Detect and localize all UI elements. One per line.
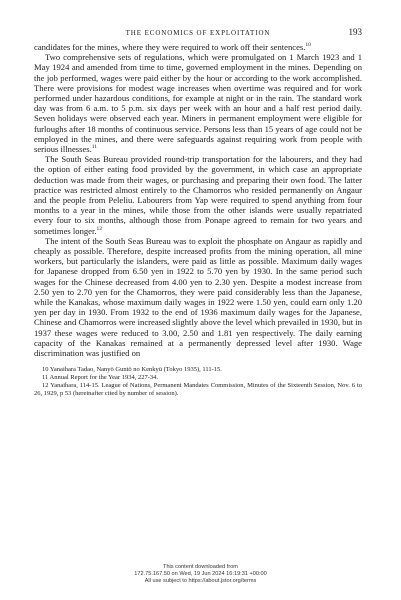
page <box>34 28 362 398</box>
running-head <box>34 28 362 40</box>
footnotes <box>34 366 362 398</box>
body-text <box>34 42 362 358</box>
footnote: 10 Yanaihara Tadao, Nanyō Guntō no Kenkyū (Tokyo 1935), 111-15. <box>42 366 222 374</box>
page-number: 193 <box>348 27 362 37</box>
download-notice-line: This content downloaded from <box>163 564 238 570</box>
paragraph: candidates for the mines, where they were required to work off their sentences.$^{10}$ <box>34 42 311 52</box>
footnote-ref: 10 <box>305 42 311 49</box>
running-head-title: THE ECONOMICS OF EXPLOITATION <box>125 29 271 37</box>
paragraph: The South Seas Bureau provided round-trip transportation for the labourers, and they had the option of either eating food provided by the government, in which case an appropriate deduction was made from their wages, or purchasing and preparing their own food. The latter practice was restricted almost entirely to the Chamorros who resided permanently on Angaur and the people from Peleliu. Labourers from Yap were required to spend anything from four months to a year in the mines, while those from the other islands were usually repatriated every four to six months, although those from Ponape agreed to remain for two years and sometimes longer.$^{12}$ <box>34 154 362 236</box>
footnote-ref: 11 <box>91 144 98 151</box>
download-notice <box>0 564 401 585</box>
footnote-ref: 12 <box>96 225 103 232</box>
download-notice-line: 172.75.167.50 on Wed, 19 Jun 2024 16:19:31 +00:00 <box>134 571 267 577</box>
footnote: 11 Annual Report for the Year 1934, 227-34. <box>42 374 159 382</box>
download-notice-line: All use subject to https://about.jstor.org/terms <box>144 578 257 584</box>
paragraph: Two comprehensive sets of regulations, which were promulgated on 1 March 1923 and 1 May 1924 and amended from time to time, governed employment in the mines. Depending on the job performed, wages were paid either by the hour or according to the work accomplished. There were provisions for modest wage increases when overtime was required and for work performed under hazardous conditions, for example at night or in the rain. The standard work day was from 6 a.m. to 5 p.m. six days per week with an hour and a half rest period daily. Seven holidays were observed each year. Miners in permanent employment were eligible for furloughs after 18 months of continuous service. Persons less than 15 years of age could not be employed in the mines, and there were safeguards against requiring work from people with serious illnesses.$^{11}$ <box>34 52 362 155</box>
footnote: 12 Yanaihara, 114-15. League of Nations, Permanent Mandates Commission, Minutes of the Sixteenth Session, Nov. 6 to 26, 1929, p 53 (hereinafter cited by number of session). <box>34 382 362 398</box>
paragraph: The intent of the South Seas Bureau was to exploit the phosphate on Angaur as rapidly and cheaply as possible. Therefore, despite increased profits from the mining operation, all mine workers, but particularly the islanders, were paid as little as possible. Maximum daily wages for Japanese dropped from 6.50 yen in 1922 to 5.70 yen by 1930. In the same period such wages for the Chinese decreased from 4.00 yen to 2.30 yen. Despite a modest increase from 2.50 yen to 2.70 yen for the Chamorros, they were paid considerably less than the Japanese, while the Kanakas, whose maximum daily wages in 1922 were 1.50 yen, could earn only 1.20 yen per day in 1930. From 1932 to the end of 1936 maximum daily wages for the Japanese, Chinese and Chamorros were increased slightly above the level which prevailed in 1930, but in 1937 these wages were reduced to 3.00, 2.50 and 1.81 yen respectively. The daily earning capacity of the Kanakas remained at a permanently depressed level after 1930. Wage discrimination was justified on <box>34 235 362 359</box>
